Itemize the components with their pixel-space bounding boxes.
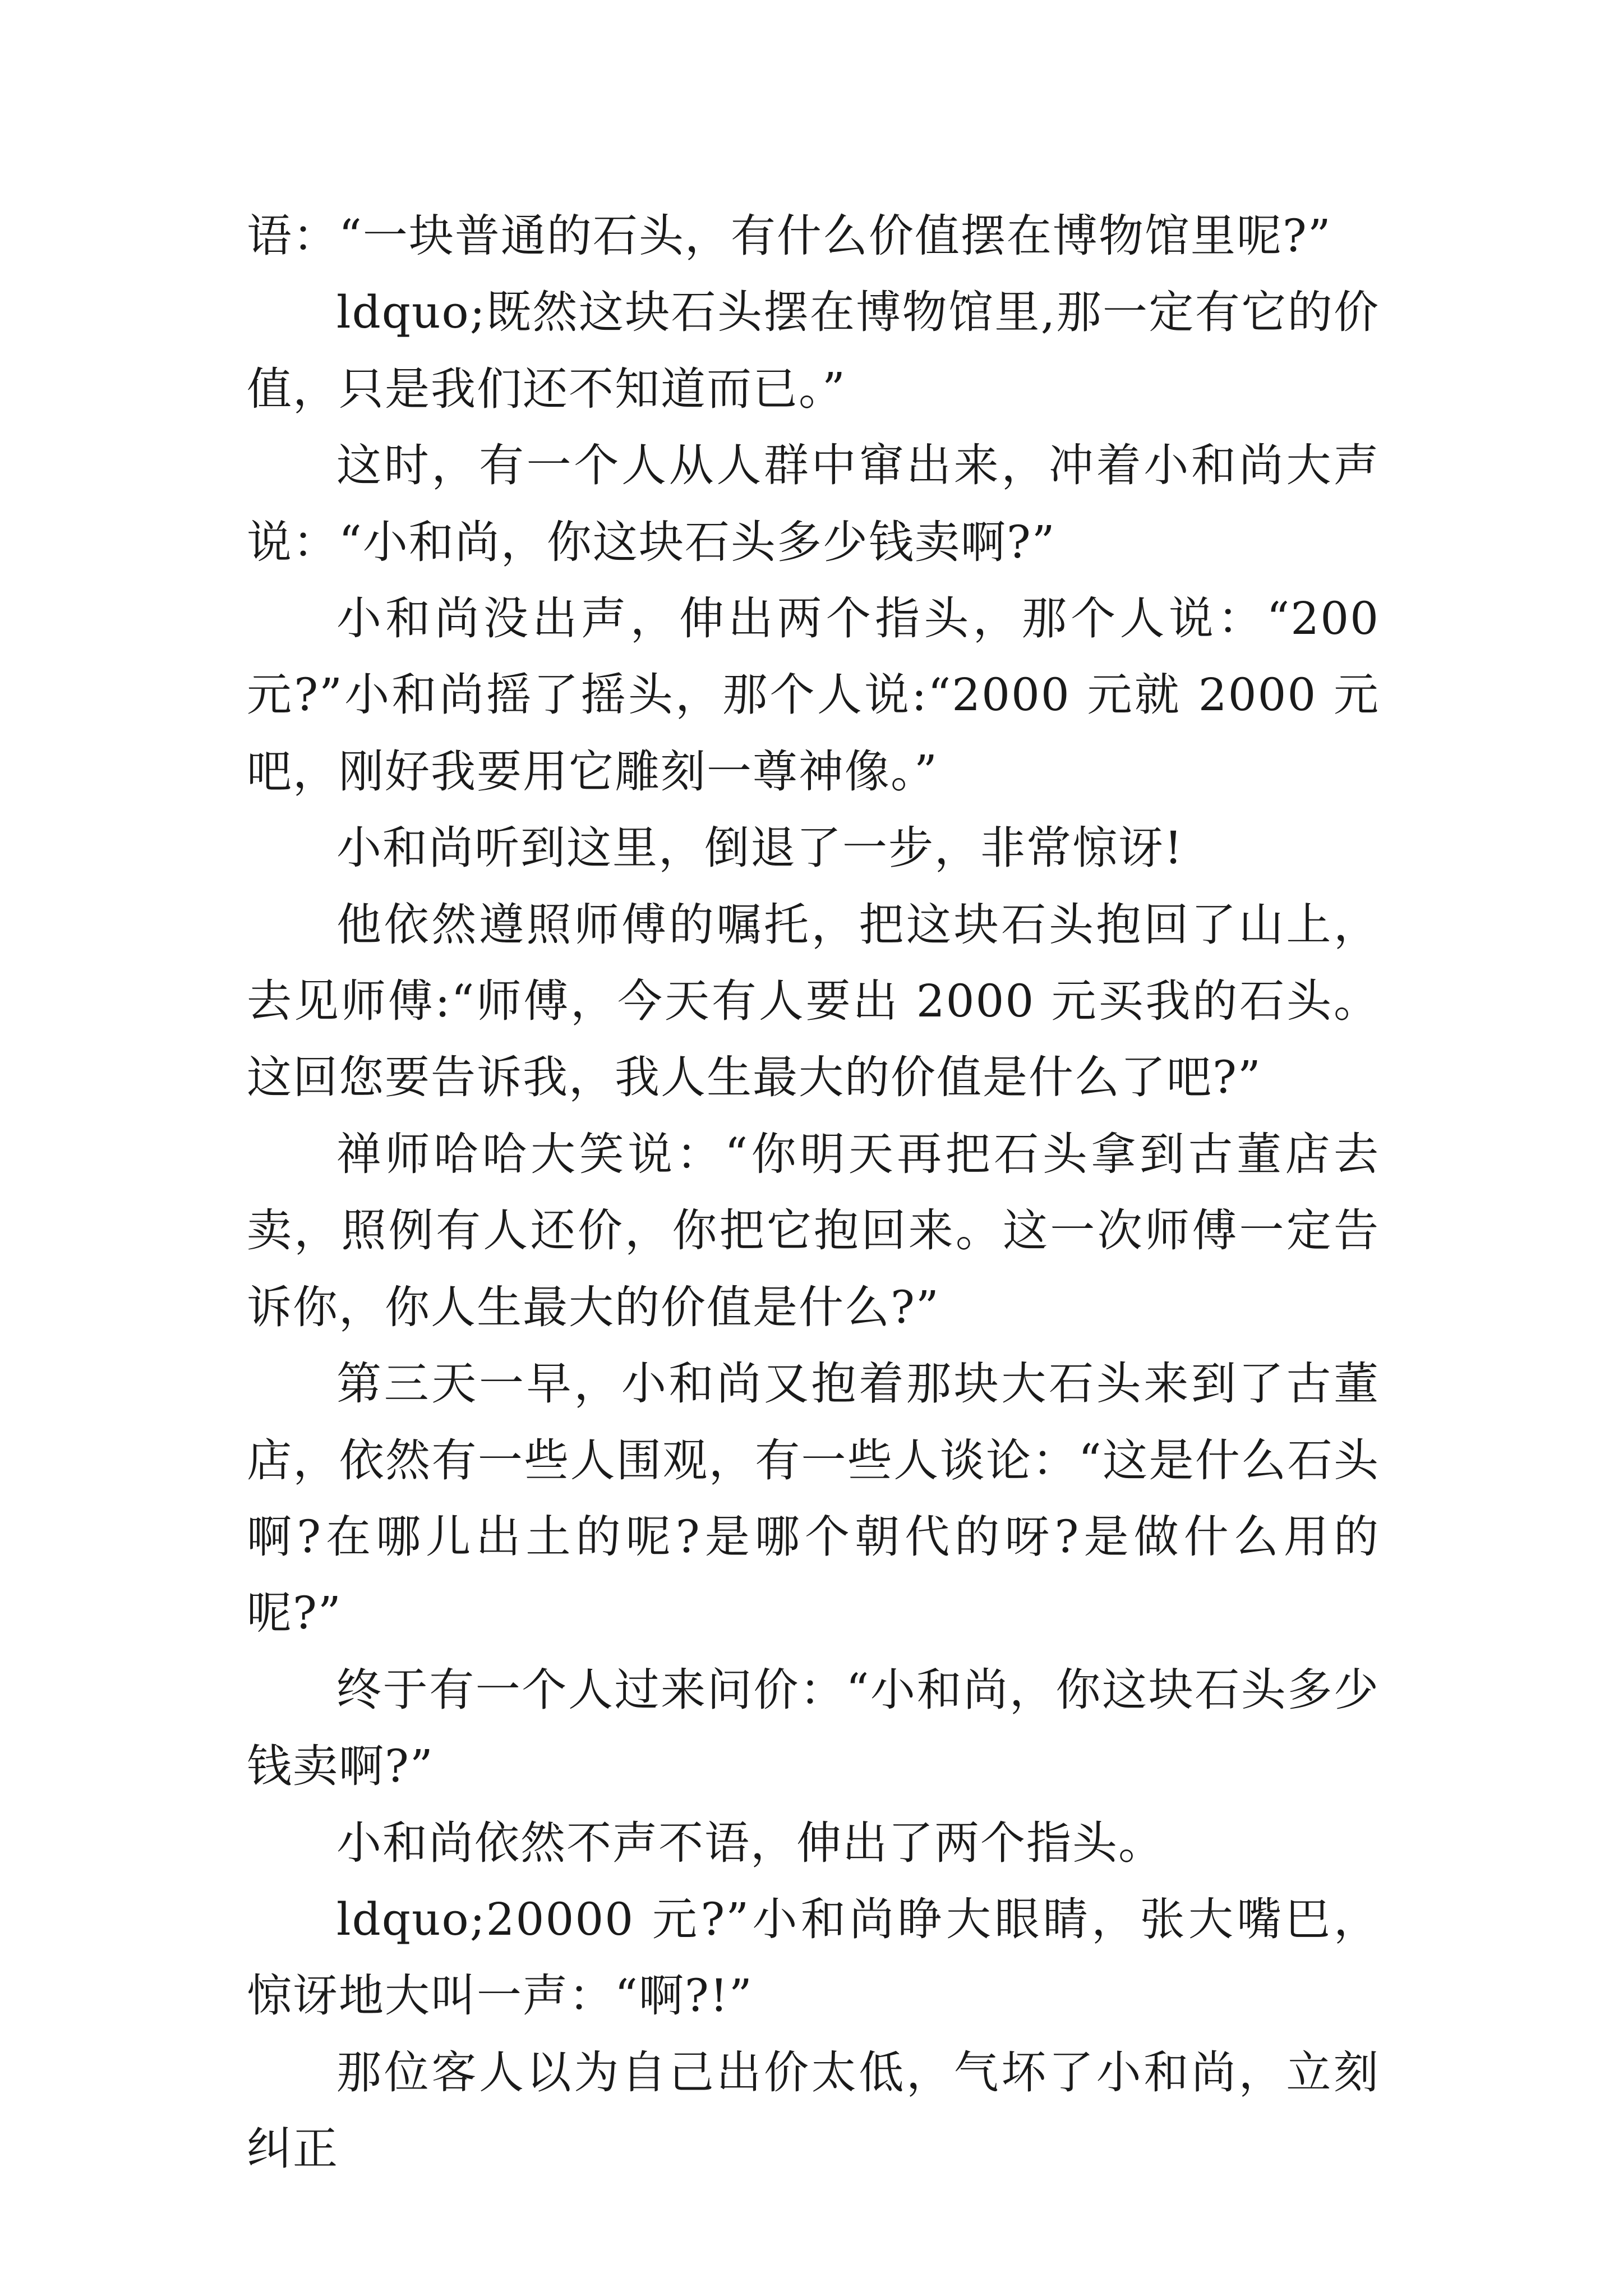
paragraph: 第三天一早，小和尚又抱着那块大石头来到了古董店，依然有一些人围观，有一些人谈论：“这是什么石头啊?在哪儿出土的呢?是哪个朝代的呀?是做什么用的呢?” [247, 1358, 1380, 1640]
paragraph: 禅师哈哈大笑说：“你明天再把石头拿到古董店去卖，照例有人还价，你把它抱回来。这一次师傅一定告诉你，你人生最大的价值是什么?” [247, 1128, 1380, 1333]
paragraph: 小和尚没出声，伸出两个指头，那个人说：“200 元?”小和尚摇了摇头，那个人说:“2000 元就 2000 元吧，刚好我要用它雕刻一尊神像。” [247, 592, 1380, 798]
paragraph: ldquo;既然这块石头摆在博物馆里,那一定有它的价值，只是我们还不知道而已。” [247, 286, 1380, 415]
body-text [247, 198, 1380, 2188]
paragraph: 这时，有一个人从人群中窜出来，冲着小和尚大声说：“小和尚，你这块石头多少钱卖啊?” [247, 439, 1380, 568]
paragraph: 小和尚听到这里，倒退了一步，非常惊讶! [336, 822, 1184, 875]
paragraph: 终于有一个人过来问价：“小和尚，你这块石头多少钱卖啊?” [247, 1663, 1380, 1793]
paragraph: 那位客人以为自己出价太低，气坏了小和尚，立刻纠正 [247, 2046, 1380, 2175]
paragraph: ldquo;20000 元?”小和尚睁大眼睛，张大嘴巴，惊讶地大叫一声：“啊?!” [247, 1893, 1380, 2022]
paragraph: 他依然遵照师傅的嘱托，把这块石头抱回了山上，去见师傅:“师傅，今天有人要出 2000 元买我的石头。这回您要告诉我，我人生最大的价值是什么了吧?” [247, 898, 1380, 1104]
paragraph-continued: 语：“一块普通的石头，有什么价值摆在博物馆里呢?” [247, 210, 1332, 262]
paragraph: 小和尚依然不声不语，伸出了两个指头。 [336, 1816, 1164, 1869]
